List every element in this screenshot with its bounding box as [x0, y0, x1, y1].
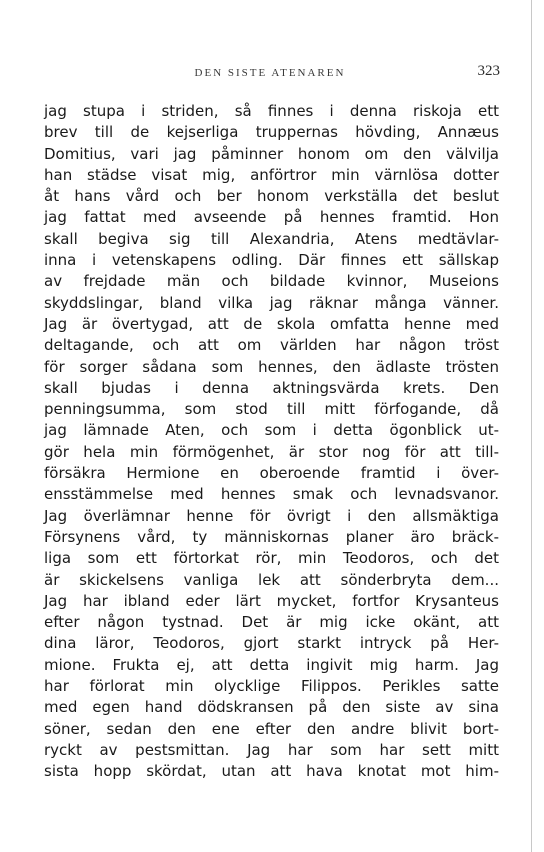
text-line: med egen hand dödskransen på den siste av sina [44, 698, 499, 717]
text-line: är skickelsens vanliga lek att sönderbryta dem... [44, 570, 499, 589]
text-line: dina läror, Teodoros, gjort starkt intryck på Her- [44, 634, 499, 653]
text-line: försäkra Hermione en oberoende framtid i över- [44, 464, 499, 483]
text-line: Domitius, vari jag påminner honom om den välvilja [44, 144, 499, 163]
text-line: Jag har ibland eder lärt mycket, fortfor Krysanteus [44, 591, 499, 610]
text-line: ensstämmelse med hennes smak och levnadsvanor. [44, 485, 499, 504]
text-line: Jag är övertygad, att de skola omfatta henne med [44, 314, 499, 333]
text-line: deltagande, och att om världen har någon tröst [44, 336, 499, 355]
text-line: Jag överlämnar henne för övrigt i den allsmäktiga [44, 506, 499, 525]
text-line: efter någon tystnad. Det är mig icke okänt, att [44, 613, 499, 632]
text-line: han städse visat mig, anförtror min värnlösa dotter [44, 165, 499, 184]
text-line: skall bjudas i denna aktningsvärda krets. Den [44, 378, 499, 397]
page-header [40, 63, 500, 83]
text-line: sista hopp skördat, utan att hava knotat mot him- [44, 762, 499, 781]
text-line: Försynens vård, ty människornas planer äro bräck- [44, 527, 499, 546]
text-line: söner, sedan den ene efter den andre blivit bort- [44, 719, 499, 738]
page-edge [531, 0, 532, 852]
text-line: av frejdade män och bildade kvinnor, Museions [44, 272, 499, 291]
page-number: 323 [477, 63, 500, 79]
text-line: ryckt av pestsmittan. Jag har som har sett mitt [44, 740, 499, 759]
text-line: för sorger sådana som hennes, den ädlaste trösten [44, 357, 499, 376]
text-line: skyddslingar, bland vilka jag räknar många vänner. [44, 293, 499, 312]
text-line: inna i vetenskapens odling. Där finnes ett sällskap [44, 251, 499, 270]
text-line: åt hans vård och ber honom verkställa det beslut [44, 187, 499, 206]
body-text [44, 101, 499, 783]
text-line: skall begiva sig till Alexandria, Atens medtävlar- [44, 229, 499, 248]
text-line: brev till de kejserliga truppernas hövding, Annæus [44, 123, 499, 142]
text-line: gör hela min förmögenhet, är stor nog för att till- [44, 442, 499, 461]
text-line: jag lämnade Aten, och som i detta ögonblick ut- [44, 421, 499, 440]
text-line: jag stupa i striden, så finnes i denna riskoja ett [44, 102, 499, 120]
text-line: mione. Frukta ej, att detta ingivit mig harm. Jag [44, 655, 499, 674]
text-line: jag fattat med avseende på hennes framtid. Hon [44, 208, 499, 227]
text-line: penningsumma, som stod till mitt förfogande, då [44, 400, 499, 419]
text-line: liga som ett förtorkat rör, min Teodoros, och det [44, 549, 499, 568]
text-line: har förlorat min olycklige Filippos. Perikles satte [44, 677, 499, 696]
running-title: DEN SISTE ATENAREN [194, 67, 346, 79]
